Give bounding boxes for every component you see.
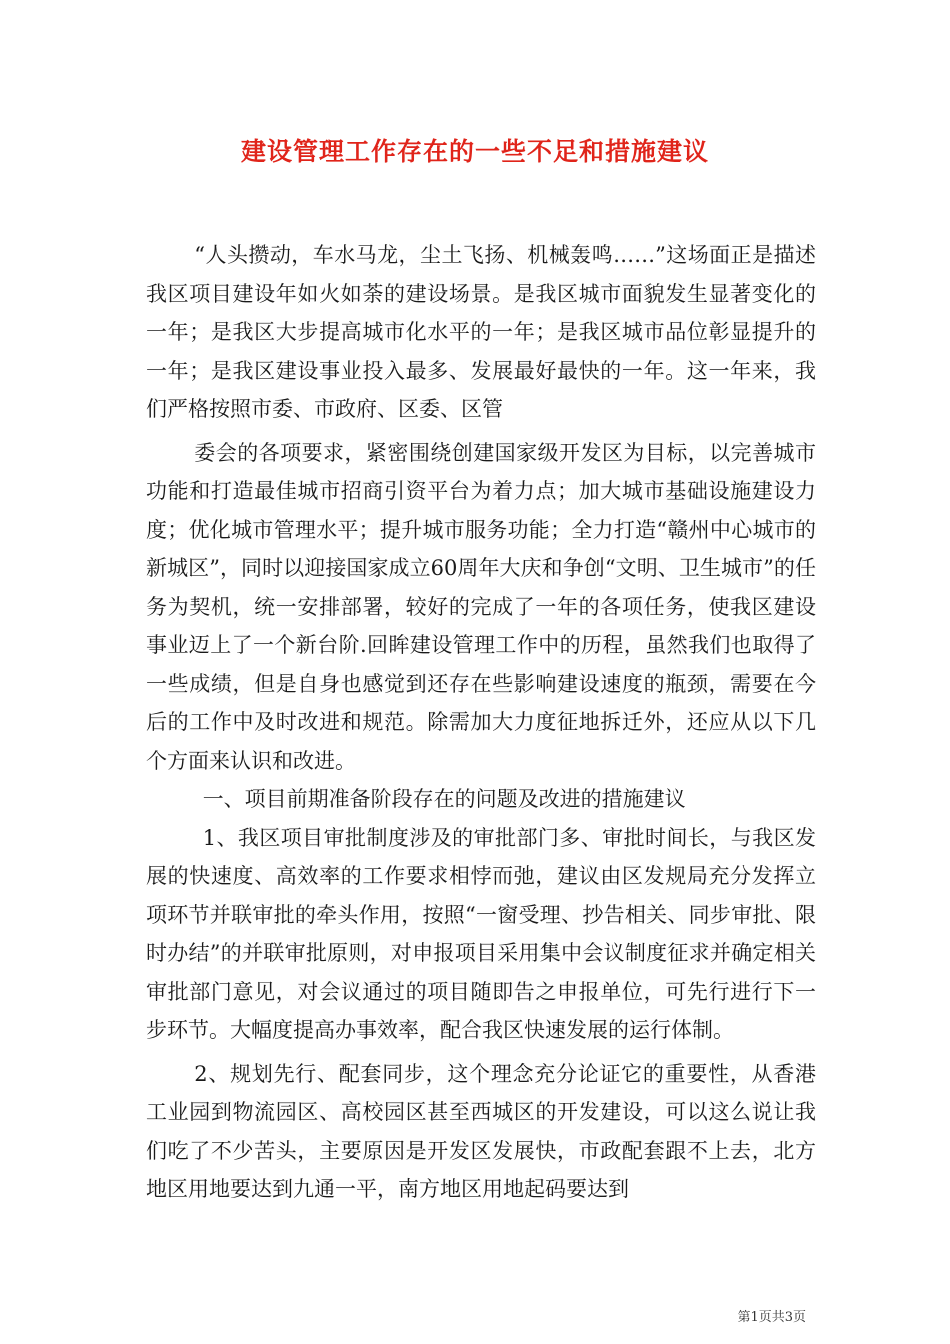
page-number: 第1页共3页 bbox=[737, 1310, 806, 1325]
document-body bbox=[146, 236, 816, 1209]
paragraph-requirements: 委会的各项要求，紧密围绕创建国家级开发区为目标，以完善城市功能和打造最佳城市招商引资平台为着力点；加大城市基础设施建设力度；优化城市管理水平；提升城市服务功能；全力打造“赣州中心城市的新城区”，同时以迎接国家成立60周年大庆和争创“文明、卫生城市”的任务为契机，统一安排部署，较好的完成了一年的各项任务，使我区建设事业迈上了一个新台阶.回眸建设管理工作中的历程，虽然我们也取得了一些成绩，但是自身也感觉到还存在些影响建设速度的瓶颈，需要在今后的工作中及时改进和规范。除需加大力度征地拆迁外，还应从以下几个方面来认识和改进。 bbox=[146, 440, 816, 773]
paragraph-item-1: 1、我区项目审批制度涉及的审批部门多、审批时间长，与我区发展的快速度、高效率的工作要求相悖而弛，建议由区发规局充分发挥立项环节并联审批的牵头作用，按照“一窗受理、抄告相关、同步审批、限时办结”的并联审批原则，对申报项目采用集中会议制度征求并确定相关审批部门意见，对会议通过的项目随即告之申报单位，可先行进行下一步环节。大幅度提高办事效率，配合我区快速发展的运行体制。 bbox=[146, 825, 816, 1042]
paragraph-item-2: 2、规划先行、配套同步，这个理念充分论证它的重要性，从香港工业园到物流园区、高校园区甚至西城区的开发建设，可以这么说让我们吃了不少苦头，主要原因是开发区发展快，市政配套跟不上去，北方地区用地要达到九通一平，南方地区用地起码要达到 bbox=[146, 1061, 816, 1201]
section-heading-one: 一、项目前期准备阶段存在的问题及改进的措施建议 bbox=[202, 787, 686, 811]
document-title: 建设管理工作存在的一些不足和措施建议 bbox=[240, 137, 709, 166]
paragraph-intro: “人头攒动，车水马龙，尘土飞扬、机械轰鸣……”这场面正是描述我区项目建设年如火如荼的建设场景。是我区城市面貌发生显著变化的一年；是我区大步提高城市化水平的一年；是我区城市品位彰显提升的一年；是我区建设事业投入最多、发展最好最快的一年。这一年来，我们严格按照市委、市政府、区委、区管 bbox=[146, 243, 816, 421]
